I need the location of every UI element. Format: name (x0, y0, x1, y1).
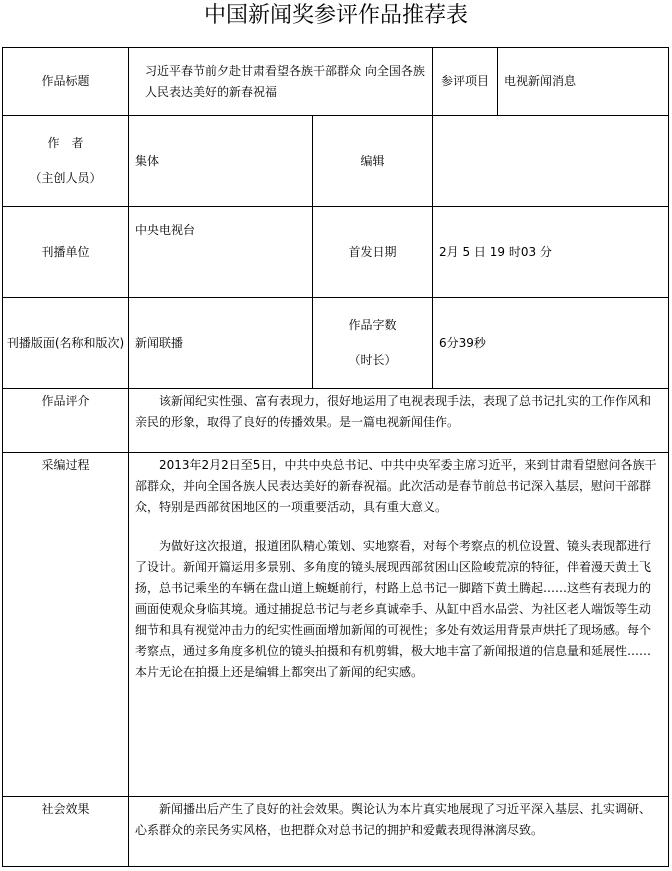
page-title: 中国新闻奖参评作品推荐表 (203, 3, 468, 28)
row-publisher (3, 207, 669, 298)
category-value: 电视新闻消息 (498, 48, 669, 116)
row-title (3, 48, 669, 116)
effect-text: 新闻播出后产生了良好的社会效果。舆论认为本片真实地展现了习近平深入基层、扎实调研、心系群众的亲民务实风格，也把群众对总书记的拥护和爱戴表现得淋漓尽致。 (129, 797, 669, 867)
publisher-label: 刊播单位 (3, 207, 129, 298)
editor-label: 编辑 (313, 116, 433, 207)
recommendation-form-table (2, 47, 669, 867)
row-effect (3, 797, 669, 867)
effect-label: 社会效果 (3, 797, 129, 867)
review-label: 作品评介 (3, 389, 129, 453)
review-text: 该新闻纪实性强、富有表现力，很好地运用了电视表现手法，表现了总书记扎实的工作作风和亲民的形象，取得了良好的传播效果。是一篇电视新闻佳作。 (129, 389, 669, 453)
section-label: 刊播版面(名称和版次) (3, 298, 129, 389)
wordcount-label: 作品字数 （时长） (313, 298, 433, 389)
first-date-value: 2月 5 日 19 时03 分 (433, 207, 669, 298)
editor-value (433, 116, 669, 207)
author-label: 作 者 （主创人员） (3, 116, 129, 207)
row-process (3, 453, 669, 797)
wordcount-value: 6分39秒 (433, 298, 669, 389)
process-text: 2013年2月2日至5日，中共中央总书记、中共中央军委主席习近平，来到甘肃看望慰问各族干部群众，并向全国各族人民表达美好的新春祝福。此次活动是春节前总书记深入基层，慰问干部群众，特别是西部贫困地区的一项重要活动，具有重大意义。 为做好这次报道，报道团队精心策划、实地察看，对每个考察点的机位设置、镜头表现都进行了设计。新闻开篇运用多景别、多角度的镜头展现西部贫困山区险峻荒凉的特征，伴着漫天黄土飞扬，总书记乘坐的车辆在盘山道上蜿蜒前行，村路上总书记一脚踏下黄土腾起……这些有表现力的画面使观众身临其境。通过捕捉总书记与老乡真诚牵手、从缸中舀水品尝、为社区老人端饭等生动细节和具有视觉冲击力的纪实性画面增加新闻的可视性；多处有效运用背景声烘托了现场感。每个考察点，通过多角度多机位的镜头拍摄和有机剪辑，极大地丰富了新闻报道的信息量和延展性……本片无论在拍摄上还是编辑上都突出了新闻的纪实感。 (129, 453, 669, 797)
title-label: 作品标题 (3, 48, 129, 116)
row-review (3, 389, 669, 453)
author-value: 集体 (129, 116, 313, 207)
row-section (3, 298, 669, 389)
first-date-label: 首发日期 (313, 207, 433, 298)
row-author (3, 116, 669, 207)
title-value: 习近平春节前夕赴甘肃看望各族干部群众 向全国各族人民表达美好的新春祝福 (129, 48, 433, 116)
process-label: 采编过程 (3, 453, 129, 797)
section-value: 新闻联播 (129, 298, 313, 389)
publisher-value: 中央电视台 (129, 207, 313, 298)
category-label: 参评项目 (433, 48, 498, 116)
